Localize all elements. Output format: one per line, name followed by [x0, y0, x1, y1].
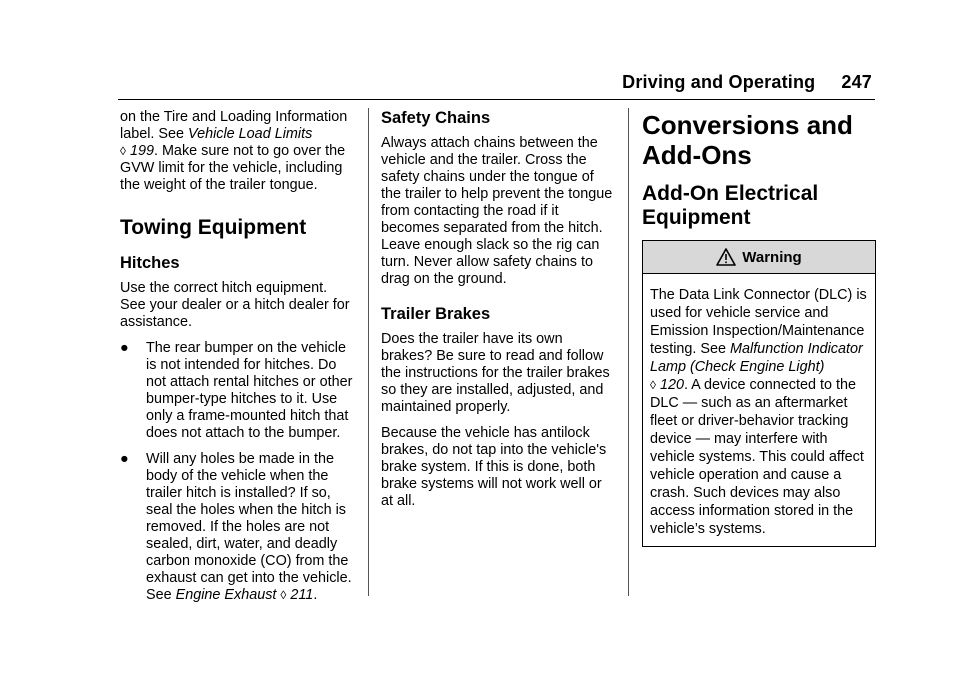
page-ref-211[interactable]: 211: [290, 587, 314, 603]
vehicle-load-limits-link[interactable]: Vehicle Load Limits: [188, 126, 313, 142]
page-number: 247: [841, 72, 872, 92]
column-1: [120, 109, 356, 613]
warning-header: [643, 241, 875, 274]
warning-triangle-icon: [716, 248, 736, 266]
intro-text-2: . Make sure not to go over the GVW limit for the vehicle, including the weight of the trailer tongue.: [120, 143, 346, 193]
bullet-text: Will any holes be made in the body of the vehicle when the trailer hitch is installed? If so, seal the holes when the hitch is removed. If the holes are not sealed, dirt, water, and deadly carbon monoxide (CO) from the exhaust can get into the vehicle. See: [146, 451, 352, 603]
antilock-paragraph: Because the vehicle has antilock brakes, do not tap into the vehicle's brake system. If this is done, both brake systems will not work well or at all.: [381, 425, 607, 509]
column-divider-2: [628, 108, 629, 596]
column-divider-1: [368, 108, 369, 596]
bullet-text-end: .: [313, 587, 318, 603]
malfunction-indicator-link[interactable]: Malfunction Indicator Lamp (Check Engine Light): [650, 341, 863, 375]
page-ref-120[interactable]: 120: [659, 377, 684, 393]
hitches-paragraph: Use the correct hitch equipment. See your dealer or a hitch dealer for assistance.: [120, 280, 350, 330]
warning-text-1: The Data Link Connector (DLC) is used for vehicle service and Emission Inspection/Maintenance testing. See: [650, 287, 867, 357]
column-2: [381, 109, 613, 519]
add-on-electrical-heading: Add-On Electrical Equipment: [642, 182, 819, 229]
warning-body: [643, 274, 875, 546]
intro-paragraph: [120, 109, 356, 194]
header-rule: [118, 99, 875, 100]
hitches-heading: Hitches: [120, 254, 180, 272]
towing-equipment-heading: Towing Equipment: [120, 216, 307, 239]
safety-chains-paragraph: Always attach chains between the vehicle and the trailer. Cross the safety chains under the tongue of the trailer to help prevent the tongue from contacting the road if it becomes separated from the hitch. Leave enough slack so the rig can turn. Never allow safety chains to drag on the ground.: [381, 135, 613, 287]
bullet-icon: ●: [120, 340, 129, 356]
section-title: Driving and Operating: [622, 72, 816, 92]
intro-text-1: on the Tire and Loading Information label. See: [120, 109, 348, 142]
list-item: [120, 451, 356, 604]
bullet-text: The rear bumper on the vehicle is not intended for hitches. Do not attach rental hitches or other bumper-type hitches to it. Use only a frame-mounted hitch that does not attach to the bumper.: [146, 340, 353, 441]
safety-chains-heading: Safety Chains: [381, 109, 491, 127]
bullet-icon: ●: [120, 451, 129, 467]
page-ref-icon: ◊: [280, 588, 287, 602]
page-ref-icon: ◊: [650, 378, 656, 392]
engine-exhaust-link[interactable]: Engine Exhaust: [175, 587, 277, 603]
page-ref-199[interactable]: 199: [129, 143, 154, 159]
page-header: [622, 72, 872, 93]
conversions-heading: Conversions and Add-Ons: [642, 110, 853, 170]
page-ref-icon: ◊: [120, 144, 126, 158]
list-item: [120, 340, 356, 442]
trailer-brakes-paragraph: Does the trailer have its own brakes? Be sure to read and follow the instructions for the trailer brakes so they are installed, adjusted, and maintained properly.: [381, 331, 610, 415]
trailer-brakes-heading: Trailer Brakes: [381, 305, 491, 323]
column-3: [642, 109, 876, 547]
warning-text-2: . A device connected to the DLC — such as an aftermarket fleet or driver-behavior tracking device — may interfere with vehicle systems. This could affect vehicle operation and cause a crash. Such devices may also access information stored in the vehicle’s systems.: [650, 377, 864, 537]
warning-box: [642, 240, 876, 547]
hitches-list: [120, 340, 356, 604]
warning-title: Warning: [742, 248, 802, 266]
